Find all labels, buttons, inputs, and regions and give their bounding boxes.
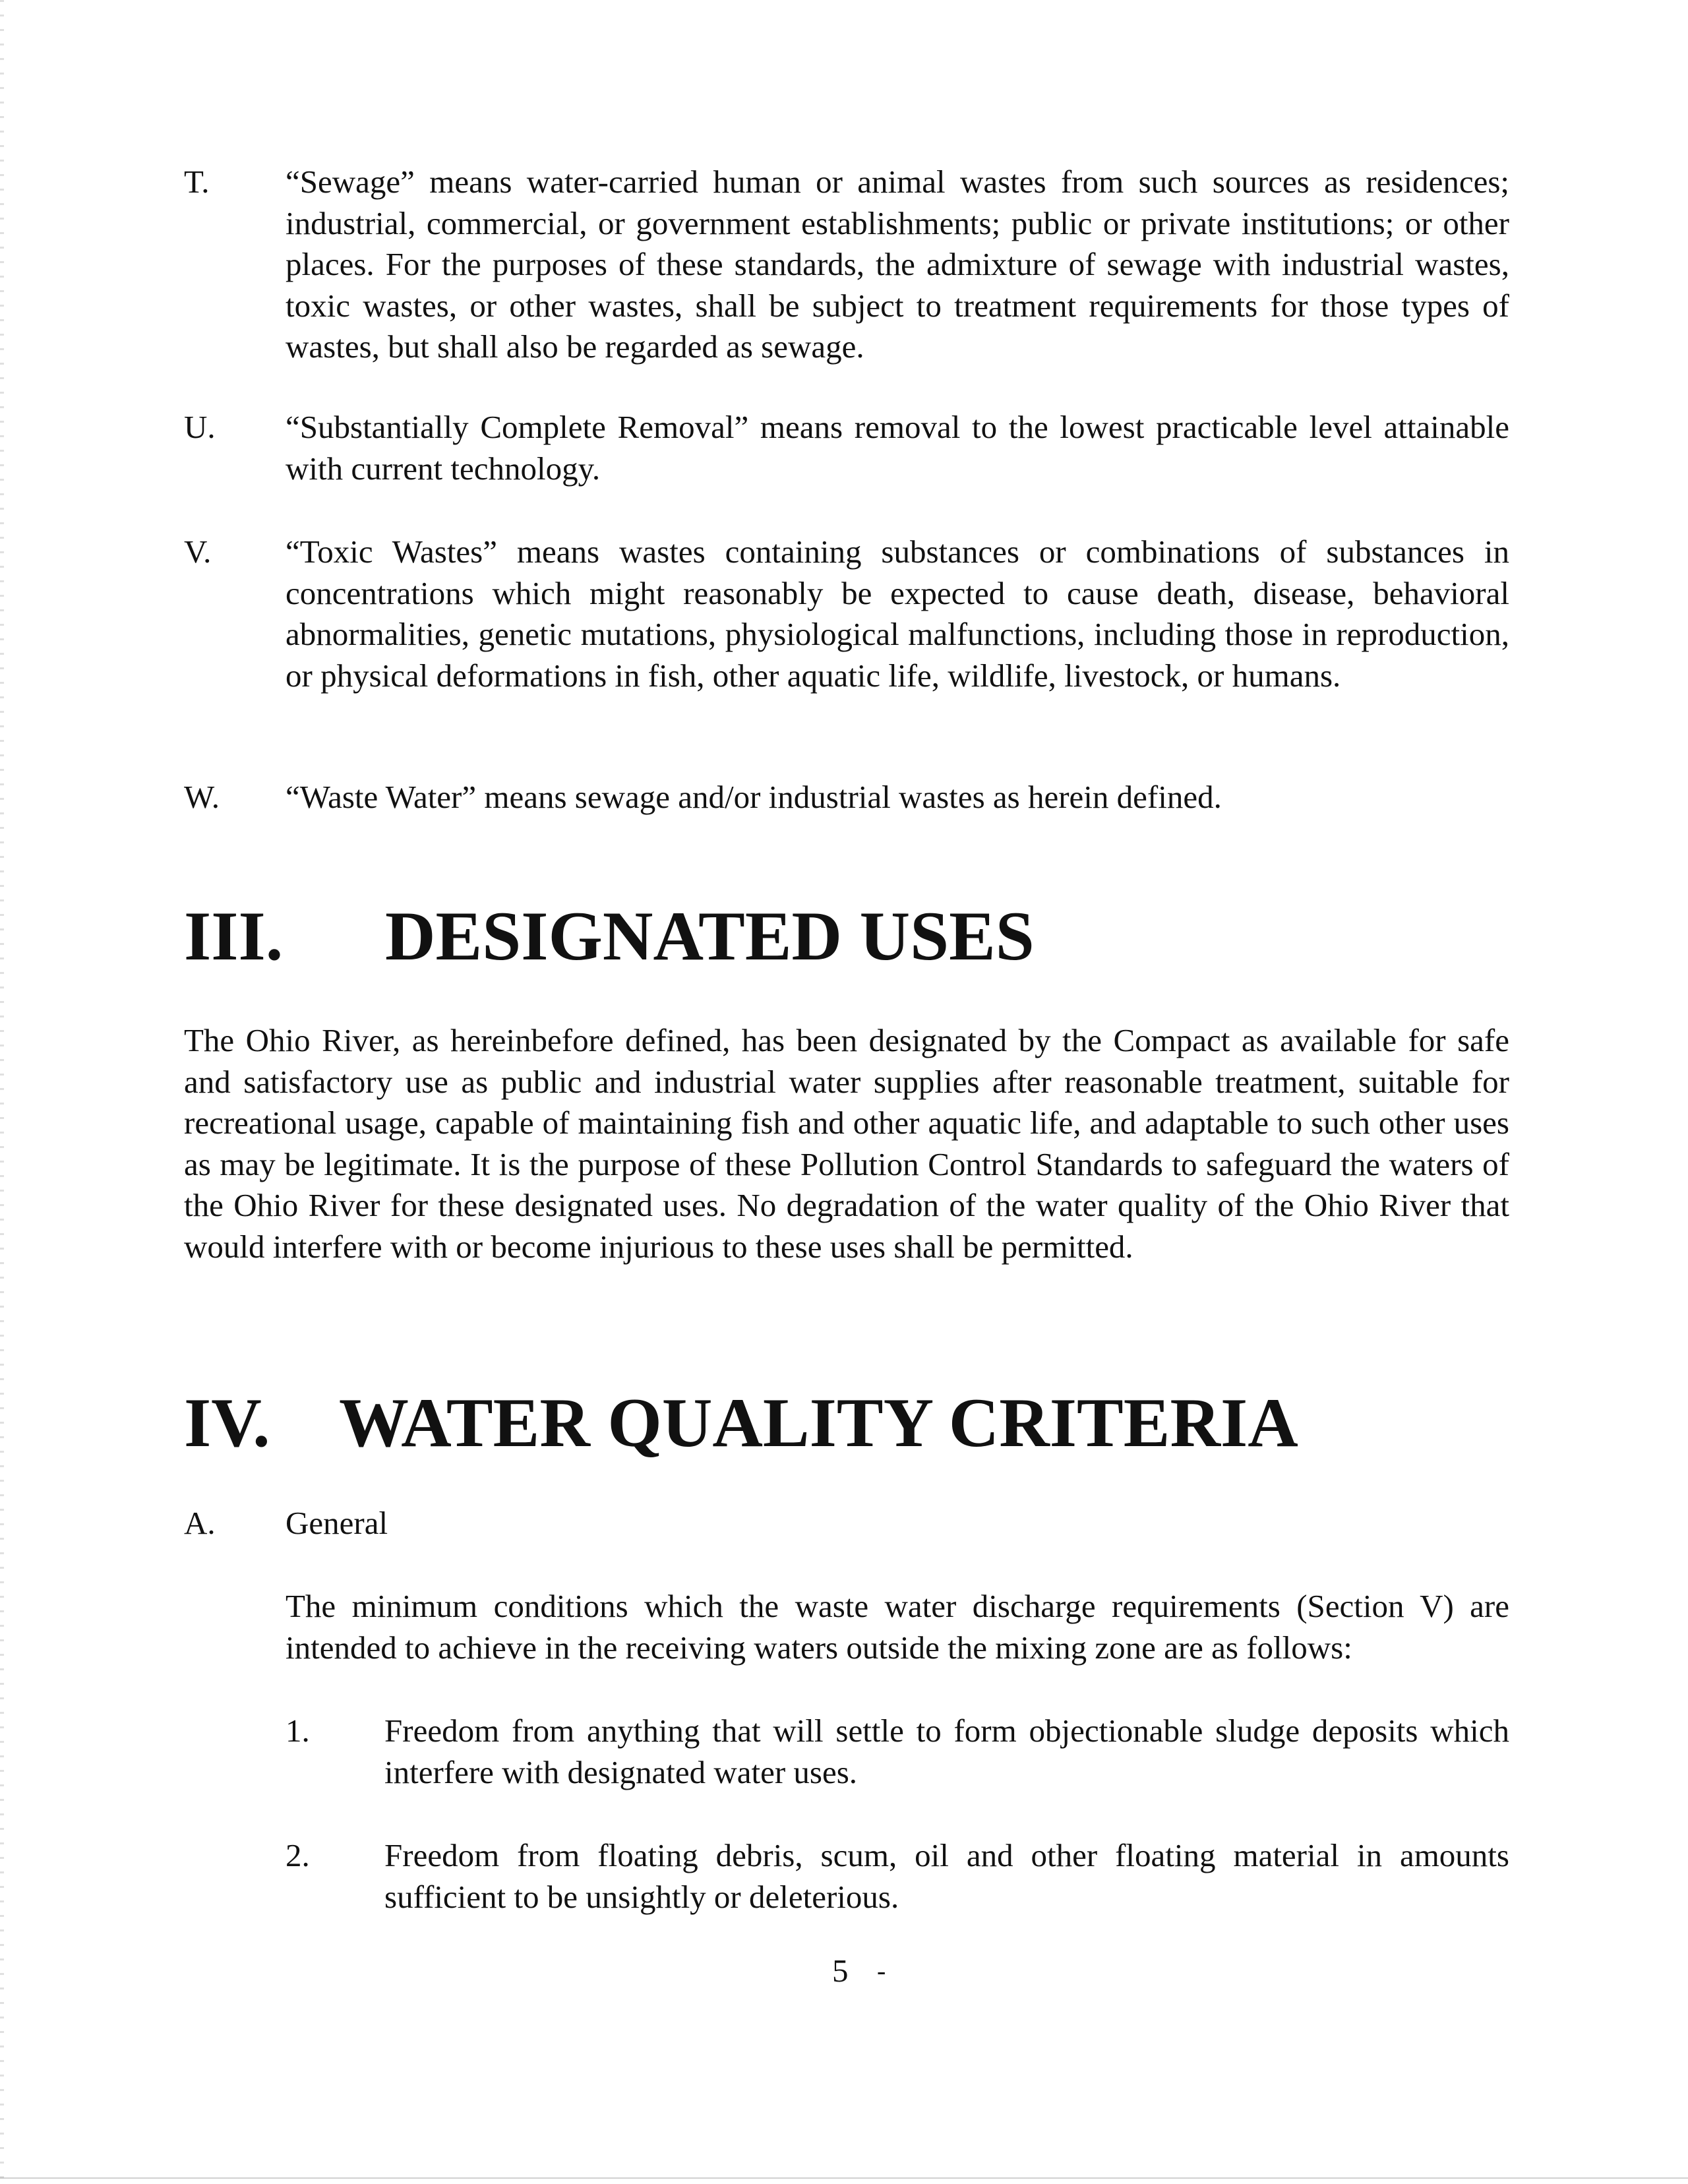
criteria-item-1	[286, 1711, 1509, 1793]
designated-uses-paragraph: The Ohio River, as hereinbefore defined, has been designated by the Compact as available for safe and satisfactory use as public and industrial water supplies after reasonable treatment, suitable for recreational usage, capable of maintaining fish and other aquatic life, and adaptable to such other uses as may be legitimate. It is the purpose of these Pollution Control Standards to safeguard the waters of the Ohio River for these designated uses. No degradation of the water quality of the Ohio River that would interfere with or become injurious to these uses shall be permitted.	[184, 1022, 1509, 1265]
item-number: 2.	[286, 1837, 310, 1873]
definition-text: “Waste Water” means sewage and/or industrial wastes as herein defined.	[286, 779, 1222, 815]
section-title: DESIGNATED USES	[385, 897, 1035, 975]
item-number: 1.	[286, 1713, 310, 1749]
subsection-letter: A.	[184, 1505, 216, 1541]
page-number: 5	[832, 1953, 849, 1989]
definition-letter: V.	[184, 533, 212, 570]
definition-text: “Sewage” means water-carried human or animal wastes from such sources as residences; industrial, commercial, or government establishments; public or private institutions; or other places. For the purposes of these standards, the admixture of sewage with industrial wastes, toxic wastes, or other wastes, shall be subject to treatment requirements for those types of wastes, but shall also be regarded as sewage.	[286, 164, 1509, 365]
definition-v	[184, 531, 1509, 696]
scan-bottom-edge	[0, 2177, 1688, 2179]
criteria-item-2	[286, 1835, 1509, 1918]
definition-t	[184, 162, 1509, 368]
definition-w	[184, 777, 1509, 818]
page-number-dash: -	[877, 1956, 886, 1986]
section-number: IV.	[184, 1384, 270, 1461]
definition-letter: U.	[184, 409, 216, 445]
definition-letter: T.	[184, 164, 210, 200]
subsection-intro: The minimum conditions which the waste water discharge requirements (Section V) are intended to achieve in the receiving waters outside the mixing zone are as follows:	[286, 1588, 1509, 1666]
item-text: Freedom from floating debris, scum, oil and other floating material in amounts sufficient to be unsightly or deleterious.	[384, 1837, 1509, 1915]
scan-edge-artifact	[0, 0, 4, 2184]
item-text: Freedom from anything that will settle to form objectionable sludge deposits which interfere with designated water uses.	[384, 1713, 1509, 1790]
definition-text: “Substantially Complete Removal” means removal to the lowest practicable level attainable with current technology.	[286, 409, 1509, 487]
definition-text: “Toxic Wastes” means wastes containing substances or combinations of substances in concentrations which might reasonably be expected to cause death, disease, behavioral abnormalities, genetic mutations, physiological malfunctions, including those in reproduction, or physical deformations in fish, other aquatic life, wildlife, livestock, or humans.	[286, 533, 1509, 694]
section-heading-designated-uses	[184, 897, 1035, 976]
subsection-title: General	[286, 1505, 388, 1541]
definition-u	[184, 407, 1509, 489]
section-heading-water-quality-criteria	[184, 1383, 1298, 1463]
section-title: WATER QUALITY CRITERIA	[339, 1384, 1298, 1461]
section-number: III.	[184, 897, 284, 975]
definition-letter: W.	[184, 779, 220, 815]
